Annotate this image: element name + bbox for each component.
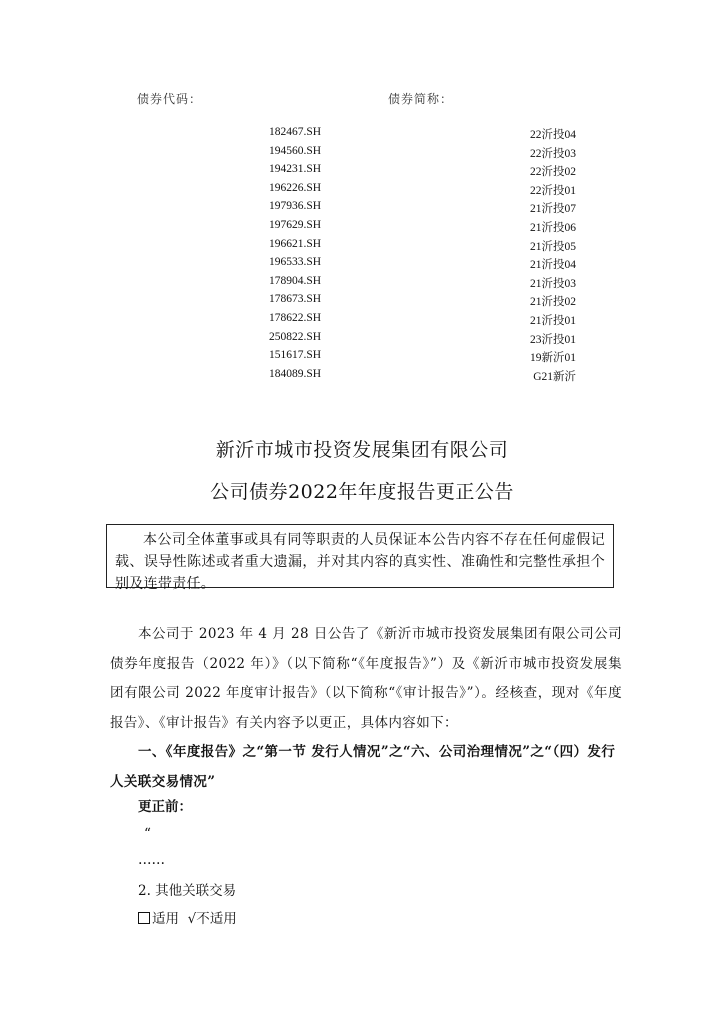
bond-code: 182467.SH [269,126,322,138]
bond-code: 196226.SH [269,181,322,194]
bond-short-name: 21沂投04 [530,259,576,272]
bond-short-name: 21沂投07 [530,203,576,216]
bond-short-name: 22沂投01 [530,184,576,197]
bond-row [0,200,724,219]
bond-short-name: 19新沂01 [530,352,576,365]
bond-short-name: 21沂投01 [530,314,576,327]
bond-code: 178622.SH [269,311,322,324]
bond-short-name: 21沂投02 [530,296,576,309]
section-1-heading: 一、《年度报告》之“第一节 发行人情况”之“六、公司治理情况”之“（四）发行人关联交易情况” [110,744,616,790]
bond-row [0,219,724,238]
bond-row [0,145,724,164]
bond-code-header: 债券代码： [137,92,203,106]
bond-row [0,331,724,350]
bond-code: 197936.SH [269,200,322,213]
bond-code: 196533.SH [269,256,322,269]
responsibility-notice-box: 本公司全体董事或具有同等职责的人员保证本公告内容不存在任何虚假记载、误导性陈述或者重大遗漏，并对其内容的真实性、准确性和完整性承担个别及连带责任。 [106,524,614,588]
bond-short-name: G21新沂 [533,370,576,383]
bond-name-header: 债券简称： [388,92,454,106]
announcement-title: 公司债券2022年年度报告更正公告 [210,481,514,503]
bond-short-name: 21沂投06 [530,221,576,234]
bond-code: 197629.SH [269,218,322,231]
bond-row [0,256,724,275]
bond-row [0,312,724,331]
bond-row [0,368,724,387]
bond-row [0,275,724,294]
applicability-line [138,907,237,927]
bond-code: 178904.SH [269,274,322,287]
company-title: 新沂市城市投资发展集团有限公司 [215,439,509,461]
empty-checkbox-icon [138,912,150,924]
bond-short-name: 22沂投02 [530,166,576,179]
bond-code: 194560.SH [269,144,322,157]
other-related-transactions-item: 2. 其他关联交易 [138,883,237,899]
applicable-label: 适用 [152,911,179,927]
bond-code: 250822.SH [269,330,322,343]
bond-row [0,126,724,145]
bond-short-name: 22沂投04 [530,129,576,141]
bond-code: 194231.SH [269,163,322,176]
bond-row [0,182,724,201]
intro-paragraph: 本公司于 2023 年 4 月 28 日公告了《新沂市城市投资发展集团有限公司公司债券年度报告（2022 年）》（以下简称“《年度报告》”）及《新沂市城市投资发展集团有限公司 2022 年度审计报告》（以下简称“《审计报告》”）。经核查，现对《年度报告》、《审计报告》有关内容予以更正，具体内容如下： [110,626,622,731]
before-correction-label: 更正前： [138,799,192,815]
ellipsis: …… [138,852,165,868]
bond-code: 178673.SH [269,293,322,306]
bond-short-name: 23沂投01 [530,333,576,346]
bond-code: 196621.SH [269,237,322,250]
bond-row [0,163,724,182]
bond-short-name: 21沂投05 [530,240,576,253]
bond-list [0,126,724,386]
bond-row [0,293,724,312]
open-quote-mark: “ [144,826,151,842]
bond-short-name: 22沂投03 [530,147,576,160]
bond-row [0,349,724,368]
bond-short-name: 21沂投03 [530,277,576,290]
bond-code: 184089.SH [269,367,322,380]
not-applicable-label: √不适用 [187,911,237,927]
bond-row [0,238,724,257]
bond-code: 151617.SH [269,349,322,362]
